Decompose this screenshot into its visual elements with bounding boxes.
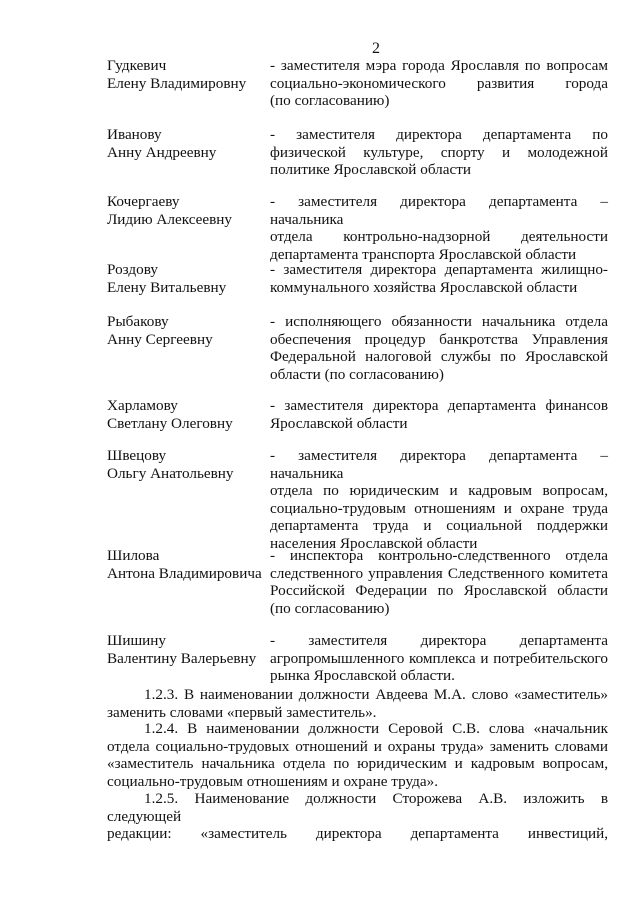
name-line: Светлану Олеговну	[107, 414, 233, 432]
position-line: коммунального хозяйства Ярославской области	[270, 278, 578, 296]
name-line: Антона Владимировича	[107, 564, 262, 582]
person-name	[107, 547, 267, 582]
person-position	[270, 193, 608, 263]
name-line: Иванову	[107, 126, 162, 143]
name-line: Лидию Алексеевну	[107, 210, 233, 228]
person-position	[270, 261, 608, 296]
name-line: Рыбакову	[107, 313, 169, 330]
position-line: Федеральной налоговой службы по Ярославской	[270, 348, 608, 365]
position-line: следственного управления Следственного комитета	[270, 564, 608, 582]
paragraph-line: «заместитель начальника отдела по юридическим и кадровым вопросам,	[107, 755, 608, 772]
name-line: Гудкевич	[107, 57, 167, 74]
position-line: - заместителя директора департамента – начальника	[270, 193, 608, 228]
paragraph-1-2-5	[107, 790, 608, 843]
paragraph-line: 1.2.5. Наименование должности Сторожева А.В. изложить в следующей	[107, 790, 608, 825]
paragraph-line: 1.2.3. В наименовании должности Авдеева М.А. слово «заместитель»	[144, 686, 608, 703]
position-line: Российской Федерации по Ярославской области	[270, 582, 608, 599]
person-position	[270, 57, 608, 110]
person-position	[270, 126, 608, 179]
position-line: - заместителя мэра города Ярославля по вопросам	[270, 57, 608, 74]
position-line: политике Ярославской области	[270, 161, 472, 178]
paragraph-line: 1.2.4. В наименовании должности Серовой С.В. слова «начальник	[144, 720, 608, 737]
position-line: социально-экономического развития города	[270, 74, 608, 92]
person-name	[107, 261, 267, 296]
name-line: Шилова	[107, 547, 160, 564]
name-line: Елену Витальевну	[107, 278, 227, 296]
position-line: физической культуре, спорту и молодежной	[270, 143, 608, 161]
position-line: агропромышленного комплекса и потребительского	[270, 649, 608, 667]
person-position	[270, 632, 608, 685]
page-number: 2	[372, 40, 380, 57]
paragraph-line: заменить словами «первый заместитель».	[107, 703, 377, 721]
person-name	[107, 632, 267, 667]
paragraph-line: отдела социально-трудовых отношений и охраны труда» заменить словами	[107, 737, 608, 755]
position-line: отдела контрольно-надзорной деятельности	[270, 228, 608, 245]
name-line: Роздову	[107, 261, 158, 278]
person-position	[270, 313, 608, 383]
name-line: Швецову	[107, 447, 167, 464]
position-line: - заместителя директора департамента жилищно-	[270, 261, 608, 278]
position-line: социально-трудовым отношениям и охране труда	[270, 499, 608, 517]
person-name	[107, 57, 267, 92]
person-position	[270, 397, 608, 432]
name-line: Шишину	[107, 632, 166, 649]
position-line: - инспектора контрольно-следственного отдела	[270, 547, 608, 564]
person-name	[107, 313, 267, 348]
position-line: - заместителя директора департамента	[270, 632, 608, 649]
position-line: (по согласованию)	[270, 599, 390, 617]
name-line: Ольгу Анатольевну	[107, 464, 234, 482]
person-name	[107, 397, 267, 432]
position-line: отдела по юридическим и кадровым вопросам,	[270, 482, 608, 499]
position-line: - заместителя директора департамента по	[270, 126, 608, 143]
position-line: Ярославской области	[270, 414, 408, 432]
position-line: - заместителя директора департамента финансов	[270, 397, 608, 414]
position-line: департамента транспорта Ярославской области	[270, 245, 577, 263]
person-name	[107, 447, 267, 482]
name-line: Харламову	[107, 397, 178, 414]
paragraph-line: редакции: «заместитель директора департамента инвестиций,	[107, 825, 608, 842]
name-line: Анну Андреевну	[107, 143, 217, 161]
position-line: области (по согласованию)	[270, 365, 444, 383]
position-line: населения Ярославской области	[270, 534, 478, 552]
position-line: обеспечения процедур банкротства Управления	[270, 330, 608, 348]
position-line: (по согласованию)	[270, 92, 390, 109]
paragraph-line: социально-трудовым отношениям и охране труда».	[107, 772, 438, 790]
name-line: Валентину Валерьевну	[107, 649, 257, 667]
position-line: - заместителя директора департамента – начальника	[270, 447, 608, 482]
paragraph-1-2-4	[107, 720, 608, 790]
person-position	[270, 447, 608, 552]
person-position	[270, 547, 608, 617]
name-line: Елену Владимировну	[107, 74, 247, 92]
position-line: департамента труда и социальной поддержки	[270, 517, 608, 534]
position-line: рынка Ярославской области.	[270, 667, 455, 684]
paragraph-1-2-3	[107, 686, 608, 721]
name-line: Кочергаеву	[107, 193, 180, 210]
name-line: Анну Сергеевну	[107, 330, 213, 348]
person-name	[107, 126, 267, 161]
person-name	[107, 193, 267, 228]
position-line: - исполняющего обязанности начальника отдела	[270, 313, 608, 330]
